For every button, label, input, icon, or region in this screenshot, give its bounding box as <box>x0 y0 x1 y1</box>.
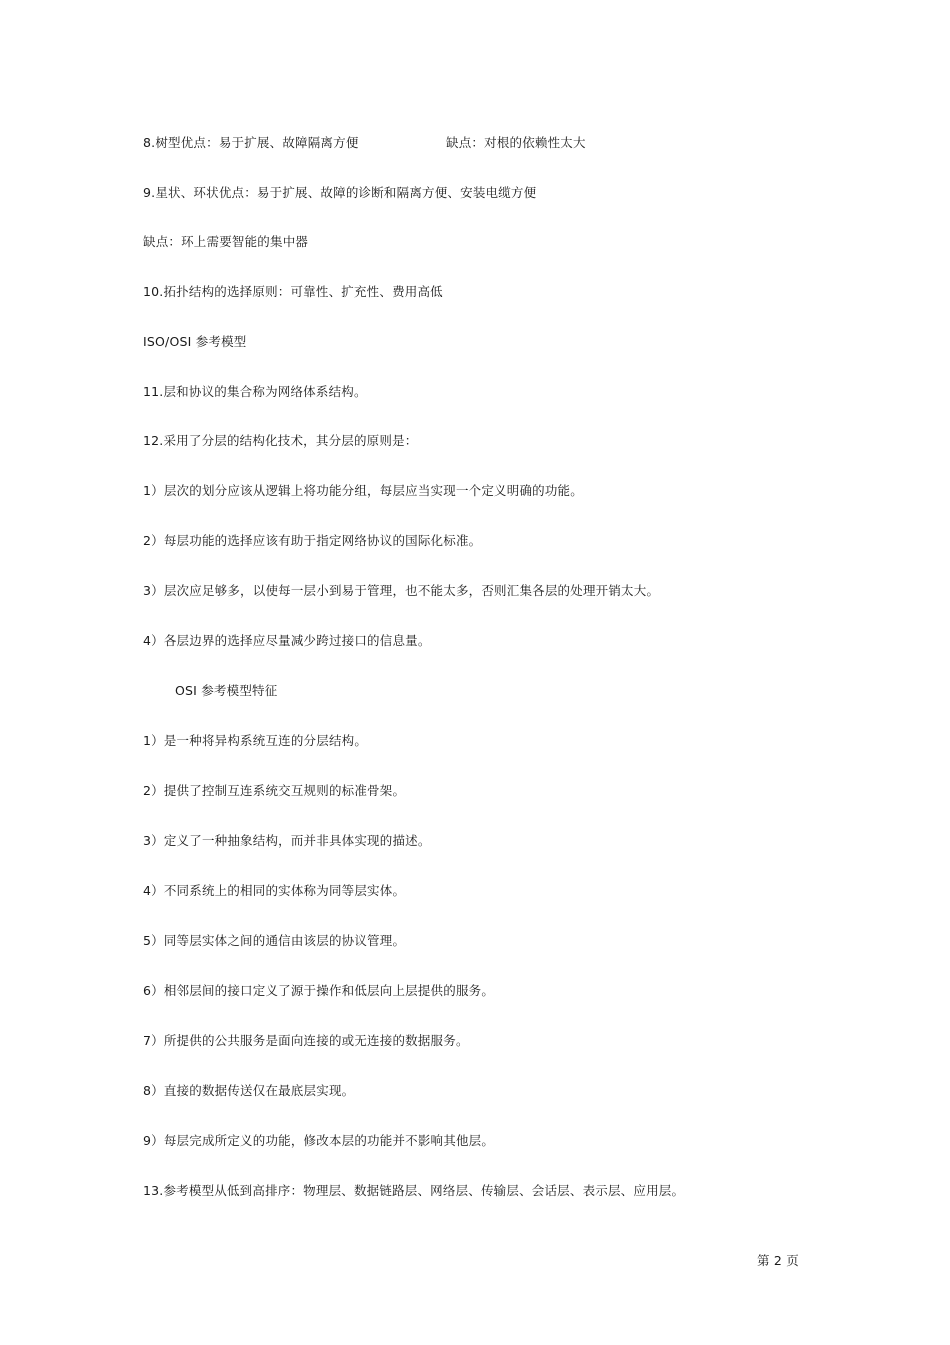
text-line-9: 9.星状、环状优点：易于扩展、故障的诊断和隔离方便、安装电缆方便 <box>143 185 537 200</box>
feature-item-3: 3）定义了一种抽象结构，而并非具体实现的描述。 <box>143 833 431 848</box>
page-number: 第 2 页 <box>757 1253 799 1268</box>
text-line-12: 12.采用了分层的结构化技术，其分层的原则是： <box>143 433 418 448</box>
principle-item-3: 3）层次应足够多，以使每一层小到易于管理，也不能太多，否则汇集各层的处理开销太大。 <box>143 583 660 598</box>
feature-item-7: 7）所提供的公共服务是面向连接的或无连接的数据服务。 <box>143 1033 469 1048</box>
section-heading-iso-osi: ISO/OSI 参考模型 <box>143 334 247 349</box>
feature-item-6: 6）相邻层间的接口定义了源于操作和低层向上层提供的服务。 <box>143 983 495 998</box>
feature-item-1: 1）是一种将异构系统互连的分层结构。 <box>143 733 368 748</box>
feature-item-9: 9）每层完成所定义的功能，修改本层的功能并不影响其他层。 <box>143 1133 495 1148</box>
text-line-8-disadvantages: 缺点：对根的依赖性太大 <box>446 135 586 150</box>
feature-item-5: 5）同等层实体之间的通信由该层的协议管理。 <box>143 933 406 948</box>
feature-item-8: 8）直接的数据传送仅在最底层实现。 <box>143 1083 355 1098</box>
text-line-11: 11.层和协议的集合称为网络体系结构。 <box>143 384 367 399</box>
principle-item-1: 1）层次的划分应该从逻辑上将功能分组，每层应当实现一个定义明确的功能。 <box>143 483 583 498</box>
section-heading-osi-features: OSI 参考模型特征 <box>175 683 278 698</box>
text-line-13: 13.参考模型从低到高排序：物理层、数据链路层、网络层、传输层、会话层、表示层、应用层。 <box>143 1183 685 1198</box>
text-line-9-disadvantages: 缺点：环上需要智能的集中器 <box>143 234 309 249</box>
principle-item-4: 4）各层边界的选择应尽量减少跨过接口的信息量。 <box>143 633 431 648</box>
feature-item-4: 4）不同系统上的相同的实体称为同等层实体。 <box>143 883 406 898</box>
feature-item-2: 2）提供了控制互连系统交互规则的标准骨架。 <box>143 783 406 798</box>
text-line-10: 10.拓扑结构的选择原则：可靠性、扩充性、费用高低 <box>143 284 443 299</box>
principle-item-2: 2）每层功能的选择应该有助于指定网络协议的国际化标准。 <box>143 533 482 548</box>
text-line-8-advantages: 8.树型优点：易于扩展、故障隔离方便 <box>143 135 359 150</box>
